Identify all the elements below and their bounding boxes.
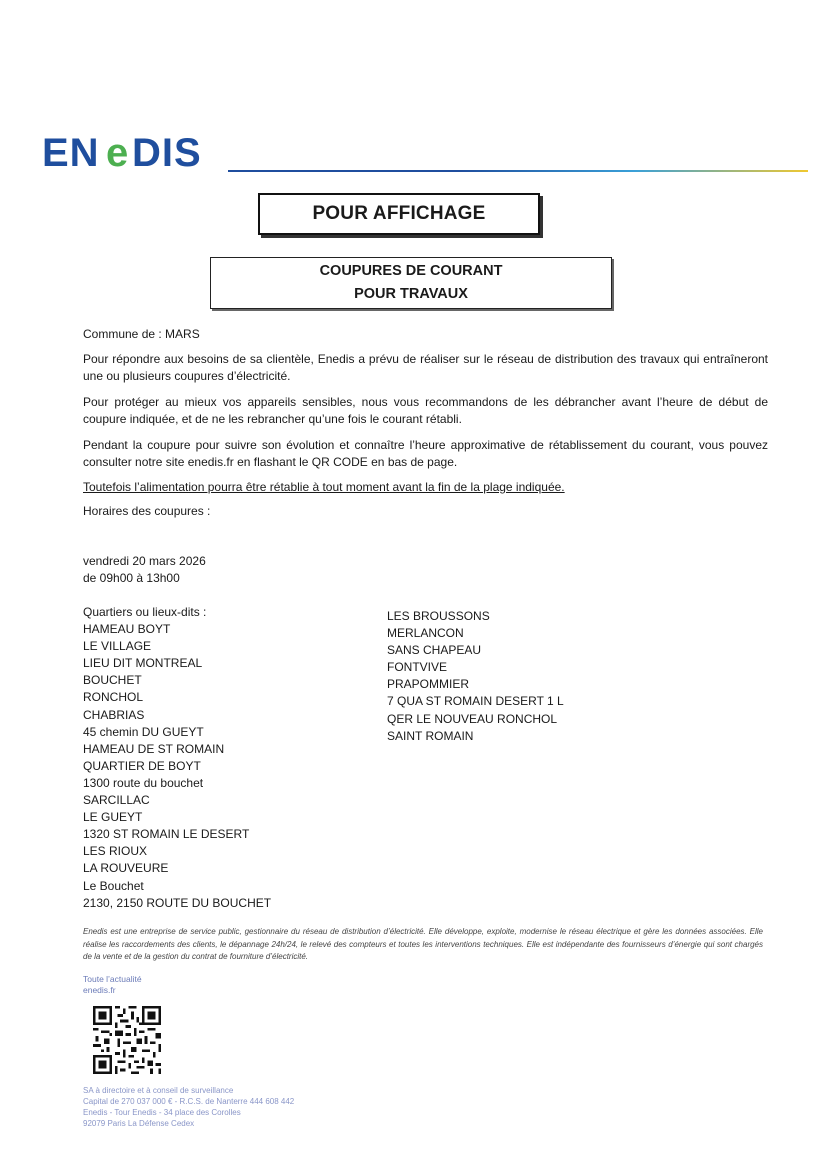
outage-hours: de 09h00 à 13h00 (83, 571, 180, 585)
pour-affichage-banner: POUR AFFICHAGE (258, 193, 540, 235)
list-item: 1320 ST ROMAIN LE DESERT (83, 827, 250, 842)
list-item: LE GUEYT (83, 810, 143, 825)
commune-label: Commune de : MARS (83, 327, 200, 341)
qr-code-icon[interactable] (93, 1006, 161, 1074)
outage-date: vendredi 20 mars 2026 (83, 554, 206, 568)
list-item: Le Bouchet (83, 878, 144, 893)
list-item: 45 chemin DU GUEYT (83, 724, 204, 739)
notice-title-box (210, 257, 612, 309)
list-item: 7 QUA ST ROMAIN DESERT 1 L (387, 694, 564, 709)
enedis-logo (42, 132, 220, 174)
contact-line1: Toute l’actualité (83, 974, 142, 984)
places-list-right (387, 608, 687, 745)
contact-block (83, 974, 142, 996)
paragraph-intro: Pour répondre aux besoins de sa clientèle, Enedis a prévu de réaliser sur le réseau de distribution des travaux qui entraîneront une ou plusieurs coupures d’électricité. (83, 352, 768, 383)
list-item: RONCHOL (83, 690, 144, 705)
list-item: PRAPOMMIER (387, 677, 470, 692)
list-item: HAMEAU DE ST ROMAIN (83, 741, 225, 756)
footer-line4: 92079 Paris La Défense Cedex (83, 1119, 195, 1128)
places-list-left (83, 604, 383, 912)
list-item: CHABRIAS (83, 707, 145, 722)
list-item: 1300 route du bouchet (83, 775, 204, 790)
list-item: SARCILLAC (83, 793, 150, 808)
company-footer (83, 1085, 294, 1129)
notice-title-line1: COUPURES DE COURANT (319, 263, 503, 279)
list-item: SANS CHAPEAU (387, 643, 482, 658)
notice-title-line2: POUR TRAVAUX (354, 286, 468, 302)
list-item: LES BROUSSONS (387, 609, 490, 623)
list-item: SAINT ROMAIN (387, 728, 474, 743)
footer-line1: SA à directoire et à conseil de surveillance (83, 1086, 234, 1095)
website-link[interactable]: enedis.fr (83, 985, 116, 995)
paragraph-protection: Pour protéger au mieux vos appareils sensibles, nous vous recommandons de les débrancher avant l’heure de début de coupure indiquée, et de ne les rebrancher qu’une fois le courant rétabli. (83, 395, 768, 426)
paragraph-follow-up: Pendant la coupure pour suivre son évolution et connaître l’heure approximative de rétablissement du courant, vous pouvez consulter notre site enedis.fr en flashant le QR CODE en bas de page. (83, 438, 768, 469)
svg-text:DIS: DIS (132, 132, 202, 174)
list-item: BOUCHET (83, 673, 142, 688)
horaires-label: Horaires des coupures : (83, 504, 211, 518)
list-item: FONTVIVE (387, 660, 448, 675)
list-item: LES RIOUX (83, 844, 148, 859)
logo-divider (228, 170, 808, 172)
enedis-logo-icon (42, 132, 220, 174)
legal-notice: Enedis est une entreprise de service public, gestionnaire du réseau de distribution d’électricité. Elle développe, exploite, modernise le réseau électrique et gère les données associées. Elle réalise les raccordements des clients, le dépannage 24h/24, le relevé des compteurs et toutes les interventions techniques. Elle est indépendante des fournisseurs d’énergie qui sont chargés de la vente et de la gestion du contrat de fourniture d’électricité. (83, 927, 763, 961)
footer-line3: Enedis - Tour Enedis - 34 place des Corolles (83, 1108, 241, 1117)
footer-line2: Capital de 270 037 000 € - R.C.S. de Nanterre 444 608 442 (83, 1097, 295, 1106)
list-item: LIEU DIT MONTREAL (83, 656, 203, 671)
list-item: QUARTIER DE BOYT (83, 758, 201, 773)
list-item: QER LE NOUVEAU RONCHOL (387, 711, 558, 726)
svg-text:e: e (106, 132, 129, 174)
quartiers-label: Quartiers ou lieux-dits : (83, 605, 207, 619)
paragraph-warning: Toutefois l’alimentation pourra être rétablie à tout moment avant la fin de la plage indiquée. (83, 480, 565, 494)
list-item: LE VILLAGE (83, 639, 152, 654)
list-item: HAMEAU BOYT (83, 622, 171, 637)
list-item: MERLANCON (387, 626, 464, 641)
list-item: 2130, 2150 ROUTE DU BOUCHET (83, 895, 272, 910)
svg-text:EN: EN (42, 132, 100, 174)
list-item: LA ROUVEURE (83, 861, 169, 876)
